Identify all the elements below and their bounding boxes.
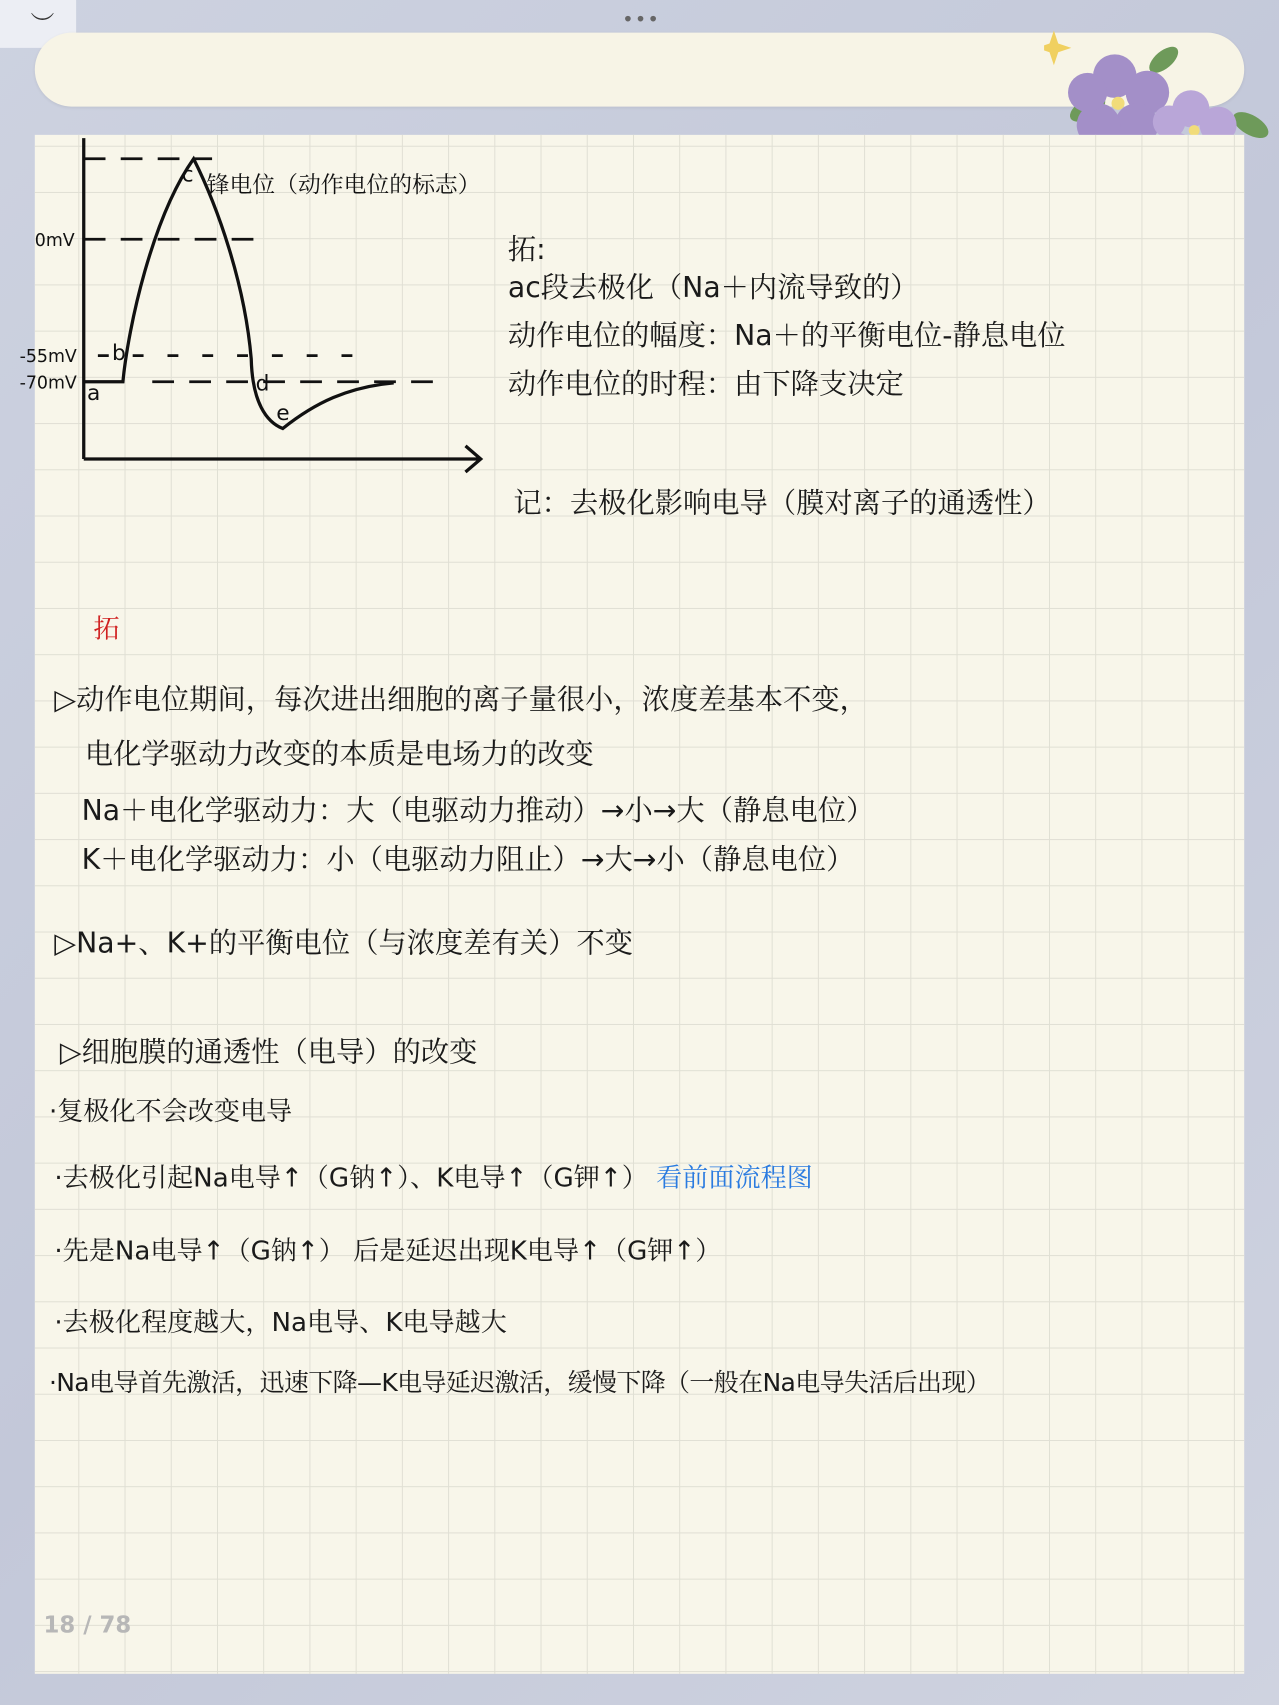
bullet-item: ·去极化程度越大，Na电导、K电导越大	[54, 1307, 507, 1338]
flowchart-link[interactable]: 看前面流程图	[656, 1162, 813, 1194]
more-icon[interactable]: •••	[622, 8, 661, 32]
label-minus55mv: -55mV	[19, 347, 77, 368]
x-axis	[84, 446, 481, 472]
bullet-item	[54, 1162, 813, 1194]
bullet-item: ·先是Na电导↑（G钠↑） 后是延迟出现K电导↑（G钾↑）	[54, 1235, 722, 1266]
section-heading: ▷细胞膜的通透性（电导）的改变	[59, 1036, 478, 1070]
paragraph-line: ▷Na+、K+的平衡电位（与浓度差有关）不变	[54, 927, 633, 961]
potential-curve	[84, 159, 394, 429]
remember-note: 记：去极化影响电导（膜对离子的通透性）	[513, 487, 1051, 520]
label-minus70mv: -70mV	[19, 373, 77, 394]
extension-line: 动作电位的幅度：Na＋的平衡电位-静息电位	[507, 319, 1066, 353]
point-e: e	[276, 400, 290, 426]
paragraph-line: K＋电化学驱动力：小（电驱动力阻止）→大→小（静息电位）	[81, 843, 855, 877]
red-extension-title: 拓	[93, 613, 120, 644]
point-d: d	[255, 371, 270, 397]
label-0mv: 0mV	[34, 230, 75, 251]
extension-line: 动作电位的时程：由下降支决定	[507, 368, 904, 402]
point-c: c	[181, 162, 194, 188]
paragraph-line: ▷动作电位期间，每次进出细胞的离子量很小，浓度差基本不变，	[54, 684, 868, 717]
bullet-item: ·Na电导首先激活，迅速下降—K电导延迟激活，缓慢下降（一般在Na电导失活后出现）	[48, 1369, 991, 1398]
chevron-down-icon: ︶	[30, 11, 55, 40]
point-b: b	[112, 340, 126, 366]
bullet-item: ·复极化不会改变电导	[48, 1096, 293, 1127]
point-a: a	[87, 381, 101, 407]
extension-title: 拓:	[507, 233, 546, 267]
paragraph-line: 电化学驱动力改变的本质是电场力的改变	[84, 738, 594, 772]
peak-note: 锋电位（动作电位的标志）	[206, 172, 481, 199]
bullet-text: ·去极化引起Na电导↑（G钠↑）、K电导↑（G钾↑）	[54, 1162, 648, 1194]
extension-line: ac段去极化（Na＋内流导致的）	[507, 271, 919, 305]
page-indicator: 18 / 78	[43, 1611, 132, 1638]
paragraph-line: Na＋电化学驱动力：大（电驱动力推动）→小→大（静息电位）	[81, 795, 875, 828]
action-potential-diagram	[0, 0, 500, 479]
